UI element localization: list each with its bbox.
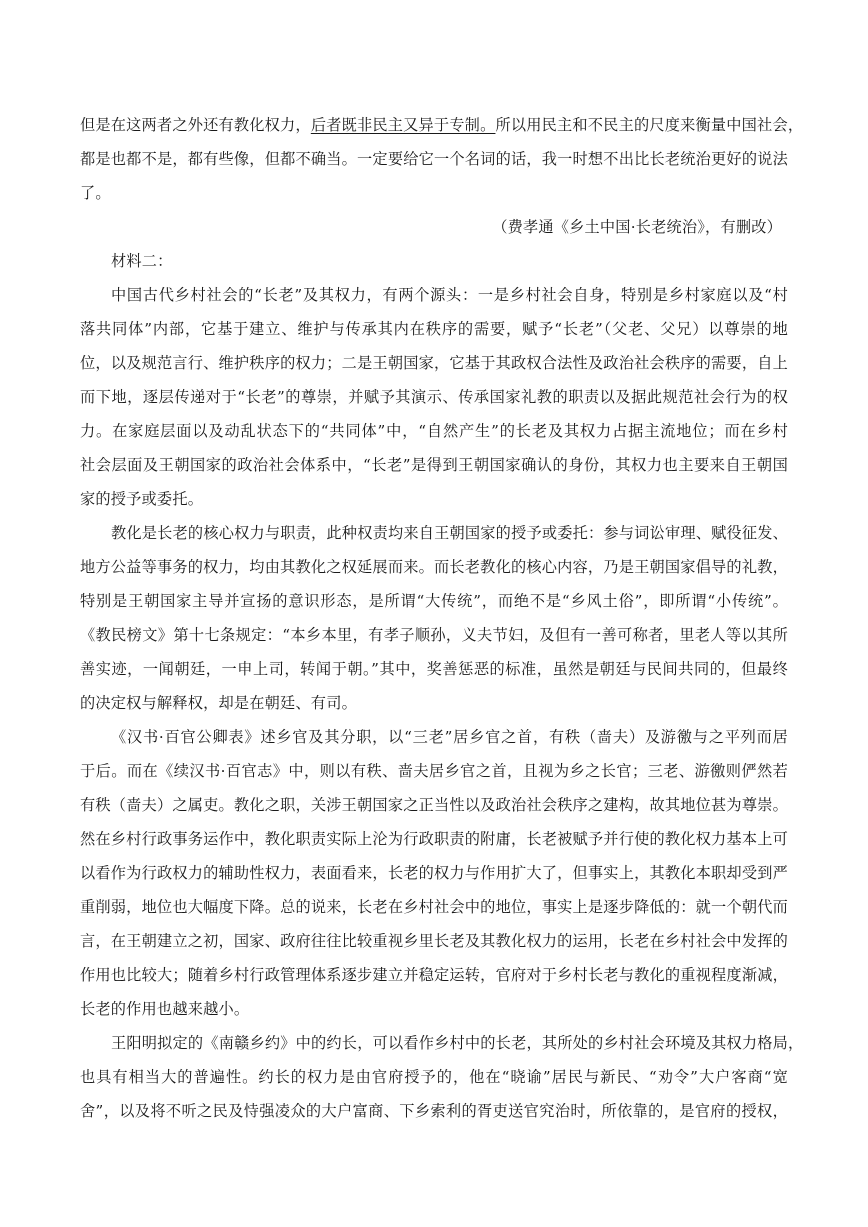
text-line: 都是也都不是，都有些像，但都不确当。一定要给它一个名词的话，我一时想不出比长老统治更好的说法 xyxy=(80,150,788,168)
text-line: 言，在王朝建立之初，国家、政府往往比较重视乡里长老及其教化权力的运用，长老在乡村社会中发挥的 xyxy=(80,932,788,950)
paragraph xyxy=(80,516,788,720)
text-line: 然在乡村行政事务运作中，教化职责实际上沦为行政职责的附庸，长老被赋予并行使的教化权力基本上可 xyxy=(80,830,788,848)
text-line: 教化是长老的核心权力与职责，此种权责均来自王朝国家的授予或委托：参与词讼审理、赋役征发、 xyxy=(111,524,789,542)
text-line: 善实迹，一闻朝廷，一申上司，转闻于朝。”其中，奖善惩恶的标准，虽然是朝廷与民间共同的，但最终 xyxy=(80,660,788,678)
text-line: 落共同体”内部，它基于建立、维护与传承其内在秩序的需要，赋予“长老”（父老、父兄）以尊崇的地 xyxy=(80,320,788,338)
section-heading: 材料二： xyxy=(111,252,173,270)
text-line: 以看作为行政权力的辅助性权力，表面看来，长老的权力与作用扩大了，但事实上，其教化本职却受到严 xyxy=(80,864,788,882)
paragraph-material-one-ending xyxy=(80,108,804,210)
underlined-text: 后者既非民主又异于专制。 xyxy=(310,116,496,134)
text-line: 的决定权与解释权，却是在朝廷、有司。 xyxy=(80,694,357,712)
text-line: 于后。而在《续汉书·百官志》中，则以有秩、啬夫居乡官之首，且视为乡之长官；三老、游徼则俨然若 xyxy=(80,762,788,780)
text-line: 《汉书·百官公卿表》述乡官及其分职，以“三老”居乡官之首，有秩（啬夫）及游徼与之平列而居 xyxy=(111,728,788,746)
text-line: 地方公益等事务的权力，均由其教化之权延展而来。而长老教化的核心内容，乃是王朝国家倡导的礼教， xyxy=(80,558,788,576)
text-line: 家的授予或委托。 xyxy=(80,490,204,508)
text-line: 长老的作用也越来越小。 xyxy=(80,1000,250,1018)
paragraph xyxy=(80,278,788,516)
text-line: 作用也比较大；随着乡村行政管理体系逐步建立并稳定运转，官府对于乡村长老与教化的重视程度渐减， xyxy=(80,966,788,984)
text-line: 位，以及规范言行、维护秩序的权力；二是王朝国家，它基于其政权合法性及政治社会秩序的需要，自上 xyxy=(80,354,788,372)
text-line: 王阳明拟定的《南赣乡约》中的约长，可以看作乡村中的长老，其所处的乡村社会环境及其权力格局， xyxy=(111,1034,804,1052)
paragraph xyxy=(80,720,788,1026)
text-line: 有秩（啬夫）之属吏。教化之职，关涉王朝国家之正当性以及政治社会秩序之建构，故其地位甚为尊崇。 xyxy=(80,796,788,814)
text-line: 社会层面及王朝国家的政治社会体系中，“长老”是得到王朝国家确认的身份，其权力也主要来自王朝国 xyxy=(80,456,788,474)
text-line: 舍”，以及将不听之民及恃强凌众的大户富商、下乡索利的胥吏送官究治时，所依靠的，是官府的授权， xyxy=(80,1102,788,1120)
text-segment: 但是在这两者之外还有教化权力， xyxy=(80,116,311,134)
text-line: 特别是王朝国家主导并宣扬的意识形态，是所谓“大传统”，而绝不是“乡风土俗”，即所谓“小传统”。 xyxy=(80,592,788,610)
paragraph xyxy=(80,1026,804,1128)
text-line: 而下地，逐层传递对于“长老”的尊崇，并赋予其演示、传承国家礼教的职责以及据此规范社会行为的权 xyxy=(80,388,788,406)
text-line: 了。 xyxy=(80,184,111,202)
text-line: 中国古代乡村社会的“长老”及其权力，有两个源头：一是乡村社会自身，特别是乡村家庭以及“村 xyxy=(111,286,788,304)
text-line: 《教民榜文》第十七条规定：“本乡本里，有孝子顺孙，义夫节妇，及但有一善可称者，里老人等以其所 xyxy=(80,626,788,644)
text-line xyxy=(80,108,804,142)
text-segment: 所以用民主和不民主的尺度来衡量中国社会， xyxy=(495,116,804,134)
source-citation: （费孝通《乡土中国·长老统治》，有删改） xyxy=(492,218,782,236)
text-line: 重削弱，地位也大幅度下降。总的说来，长老在乡村社会中的地位，事实上是逐步降低的：就一个朝代而 xyxy=(80,898,788,916)
text-line: 力。在家庭层面以及动乱状态下的“共同体”中，“自然产生”的长老及其权力占据主流地位；而在乡村 xyxy=(80,422,788,440)
text-line: 也具有相当大的普遍性。约长的权力是由官府授予的，他在“晓谕”居民与新民、“劝令”大户客商“宽 xyxy=(80,1068,788,1086)
document-page xyxy=(80,108,804,1128)
